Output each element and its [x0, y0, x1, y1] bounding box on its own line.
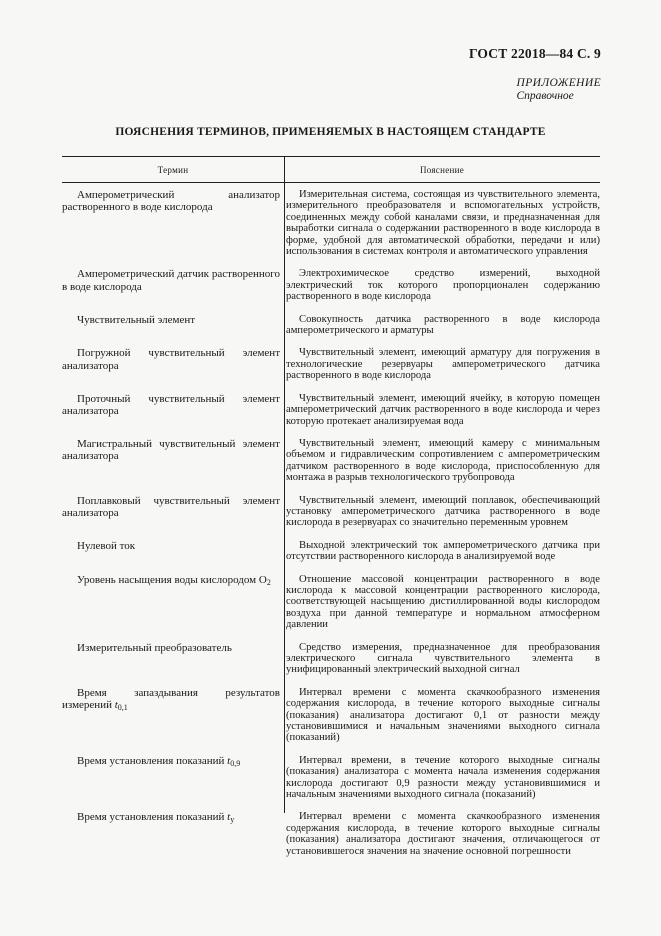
term-symbol-subscript: 0,9: [230, 758, 241, 768]
term-text: Уровень насыщения воды кислородом: [77, 573, 257, 586]
section-title: ПОЯСНЕНИЯ ТЕРМИНОВ, ПРИМЕНЯЕМЫХ В НАСТОЯЩЕМ СТАНДАРТЕ: [115, 126, 546, 138]
explanation-text: Совокупность датчика растворенного в воде кислорода амперометрического и арматуры: [286, 313, 600, 337]
explanation-cell: [284, 642, 600, 676]
explanation-cell: [284, 314, 600, 337]
table-row: [62, 540, 600, 563]
table-row: [62, 755, 600, 801]
appendix-label-block: [517, 77, 601, 103]
table-row: [62, 268, 600, 302]
explanation-cell: [284, 438, 600, 484]
explanation-text: Чувствительный элемент, имеющий камеру с минимальным объемом и гидравлическим сопротивлением с амперометрическим датчиком растворенного в воде кислорода, приспособленную для монтажа в разрыв технологического трубопровода: [286, 437, 600, 484]
table-row: [62, 189, 600, 257]
table-row: [62, 495, 600, 529]
table-row: [62, 574, 600, 631]
column-header-explanation: Пояснение: [419, 165, 465, 175]
term-cell: [62, 268, 284, 302]
table-row: [62, 438, 600, 484]
explanation-text: Средство измерения, предназначенное для преобразования электрического сигнала чувствительного элемента в унифицированный электрический выходной сигнал: [286, 641, 600, 676]
appendix-label: ПРИЛОЖЕНИЕ: [516, 77, 601, 89]
term-cell: [62, 438, 284, 484]
term-cell: [62, 314, 284, 337]
explanation-text: Интервал времени с момента скачкообразного изменения содержания кислорода, в течение которого выходные сигналы (показания) анализатора достигают 0,1 от разности между установившимися и начальным значениями выходного сигнала (показаний): [286, 686, 600, 744]
explanation-text: Интервал времени, в течение которого выходные сигналы (показания) анализатора с момента начала изменения содержания кислорода достигают 0,9 разности между установившимися и начальным значениями выходного сигнала (показаний): [286, 754, 600, 801]
term-text: Нулевой ток: [77, 539, 136, 552]
term-text: Проточный чувствительный элемент анализатора: [62, 392, 280, 417]
explanation-text: Выходной электрический ток амперометрического датчика при отсутствии растворенного кислорода в анализируемой воде: [286, 539, 600, 563]
explanation-cell: [284, 268, 600, 302]
term-symbol: t: [114, 699, 118, 712]
term-symbol-subscript: 0,1: [117, 703, 128, 713]
term-cell: [62, 811, 284, 857]
explanation-cell: [284, 755, 600, 801]
term-cell: [62, 755, 284, 801]
term-text: Погружной чувствительный элемент анализатора: [62, 347, 280, 372]
term-cell: [62, 687, 284, 744]
explanation-text: Измерительная система, состоящая из чувствительного элемента, измерительного преобразователя и вспомогательных устройств, соединенных между собой каналами связи, и предназначенная для выработки сигнала о содержании растворенного в воде кислорода в форме, удобной для автоматической обработки, передачи и или) использования в системах контроля и автоматического управления: [286, 189, 600, 258]
term-text: Время установления показаний: [77, 811, 225, 824]
term-text: Поплавковый чувствительный элемент анализатора: [62, 494, 280, 519]
term-symbol-subscript: 2: [266, 577, 271, 587]
table-row: [62, 811, 600, 857]
explanation-text: Чувствительный элемент, имеющий поплавок, обеспечивающий установку амперометрического датчика растворенного в воде кислорода в резервуарах со значительно переменным уровнем: [286, 494, 600, 529]
explanation-cell: [284, 347, 600, 381]
term-text: Время запаздывания результатов измерений: [62, 686, 280, 712]
term-cell: [62, 495, 284, 529]
table-row: [62, 347, 600, 381]
column-header-term: Термин: [157, 165, 189, 175]
term-cell: [62, 347, 284, 381]
explanation-text: Интервал времени с момента скачкообразного изменения содержания кислорода, в течение которого выходные сигналы (показания) анализатора достигают значения, отличающегося от установившегося значения на значение основной погрешности: [286, 811, 600, 857]
explanation-cell: [284, 393, 600, 427]
explanation-cell: [284, 189, 600, 257]
table-row: [62, 642, 600, 676]
term-symbol: t: [227, 811, 231, 824]
terms-table: [62, 156, 600, 868]
explanation-cell: [284, 495, 600, 529]
table-row: [62, 314, 600, 337]
explanation-text: Отношение массовой концентрации растворенного в воде кислорода к массовой концентрации растворенного кислорода, соответствующей насыщению дистиллированной воды кислородом воздуха при данной температуре и нормальном атмосферном давлении: [286, 573, 600, 631]
explanation-cell: [284, 540, 600, 563]
table-header: [62, 157, 600, 183]
table-body: [62, 183, 600, 857]
term-text: Измерительный преобразователь: [77, 641, 232, 654]
table-row: [62, 687, 600, 744]
term-cell: [62, 540, 284, 563]
page-header: ГОСТ 22018—84 С. 9: [468, 46, 601, 61]
explanation-cell: [284, 811, 600, 857]
term-cell: [62, 574, 284, 631]
term-text: Амперометрический анализатор растворенного в воде кислорода: [62, 189, 280, 214]
explanation-text: Чувствительный элемент, имеющий арматуру для погружения в технологические резервуары амперометрического датчика растворенного в воде кислорода: [286, 347, 600, 382]
explanation-cell: [284, 687, 600, 744]
term-text: Амперометрический датчик растворенного в воде кислорода: [62, 268, 280, 293]
term-cell: [62, 642, 284, 676]
term-cell: [62, 189, 284, 257]
explanation-text: Электрохимическое средство измерений, выходной электрический ток которого пропорционален содержанию растворенного в воде кислорода: [286, 268, 600, 303]
table-row: [62, 393, 600, 427]
term-cell: [62, 393, 284, 427]
explanation-text: Чувствительный элемент, имеющий ячейку, в которую помещен амперометрический датчик растворенного в воде кислорода и через которую протекает анализируемая вода: [286, 392, 600, 427]
appendix-type: Справочное: [516, 90, 574, 102]
term-symbol: O: [258, 573, 267, 586]
term-text: Время установления показаний: [77, 754, 225, 767]
term-symbol-subscript: у: [230, 815, 235, 825]
explanation-cell: [284, 574, 600, 631]
term-text: Чувствительный элемент: [77, 313, 196, 326]
term-text: Магистральный чувствительный элемент анализатора: [62, 437, 280, 463]
term-symbol: t: [227, 754, 231, 767]
